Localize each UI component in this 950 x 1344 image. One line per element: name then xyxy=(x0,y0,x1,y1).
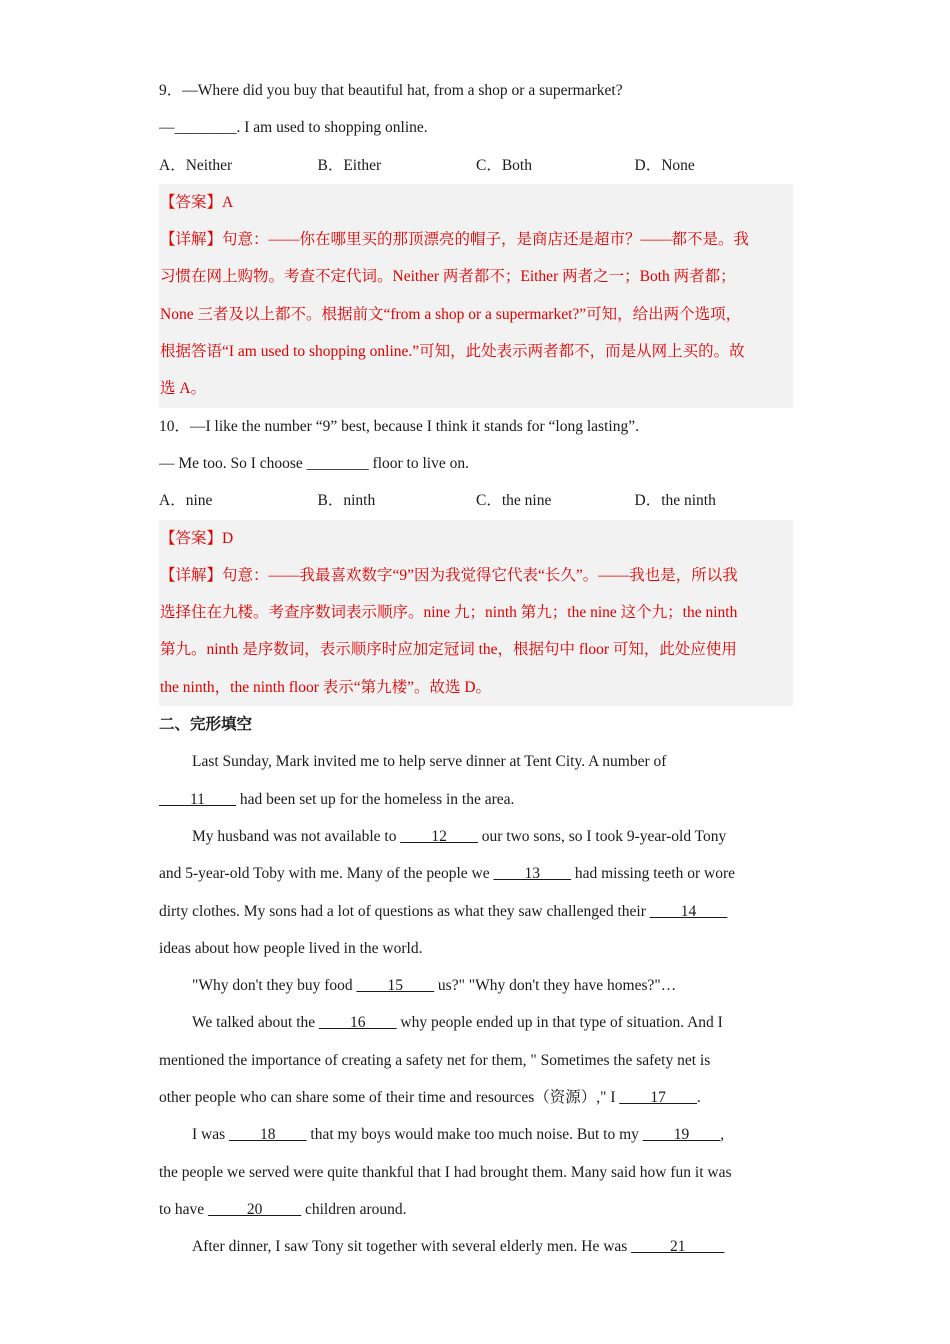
blank-19: ____19____ xyxy=(642,1126,721,1144)
q10-reply: — Me too. So I choose ________ floor to live on. xyxy=(159,454,469,472)
q10-option-c: C．the nine xyxy=(476,492,552,510)
blank-21: _____21_____ xyxy=(631,1238,725,1256)
blank-11: ____11____ xyxy=(159,790,236,808)
q10-explain-line: 选择住在九楼。考查序数词表示顺序。nine 九；ninth 第九；the nine 这个九；the ninth xyxy=(160,604,738,622)
q9-stem: 9．—Where did you buy that beautiful hat, from a shop or a supermarket? xyxy=(159,82,623,99)
passage-line: My husband was not available to ____12____ our two sons, so I took 9-year-old Tony xyxy=(192,827,727,845)
q9-explain-line: 【详解】句意：——你在哪里买的那顶漂亮的帽子，是商店还是超市？——都不是。我 xyxy=(160,231,750,249)
q9-reply: —________. I am used to shopping online. xyxy=(159,119,428,137)
q10-stem: 10．—I like the number “9” best, because I think it stands for “long lasting”. xyxy=(159,417,639,435)
passage-line: After dinner, I saw Tony sit together with several elderly men. He was _____21_____ xyxy=(192,1238,725,1256)
passage-line: dirty clothes. My sons had a lot of questions as what they saw challenged their ____14____ xyxy=(159,902,728,920)
q10-explain-line: the ninth，the ninth floor 表示“第九楼”。故选 D。 xyxy=(160,678,492,696)
q9-explain-line: 根据答语“I am used to shopping online.”可知，此处表示两者都不，而是从网上买的。故 xyxy=(160,343,745,361)
q10-options xyxy=(159,482,793,519)
blank-18: ____18____ xyxy=(229,1126,307,1144)
q9-explain-line: 习惯在网上购物。考查不定代词。Neither 两者都不；Either 两者之一；Both 两者都； xyxy=(160,268,736,286)
q10-answer: 【答案】D xyxy=(160,529,234,547)
blank-16: ____16____ xyxy=(319,1014,397,1032)
q9-option-d: D．None xyxy=(634,156,695,174)
passage-line: We talked about the ____16____ why people ended up in that type of situation. And I xyxy=(192,1014,723,1032)
passage-line: Last Sunday, Mark invited me to help serve dinner at Tent City. A number of xyxy=(192,753,667,771)
q9-options xyxy=(159,147,793,184)
passage-line: other people who can share some of their time and resources（资源）," I ____17____. xyxy=(159,1089,701,1107)
passage-line: "Why don't they buy food ____15____ us?" "Why don't they have homes?"… xyxy=(192,977,677,995)
q10-option-b: B．ninth xyxy=(317,492,376,510)
section-title: 二、完形填空 xyxy=(159,716,253,734)
blank-14: ____14____ xyxy=(649,902,728,920)
q10-option-a: A．nine xyxy=(159,492,213,510)
blank-12: ____12____ xyxy=(400,827,478,845)
blank-13: ____13____ xyxy=(493,865,571,883)
q10-explain-line: 【详解】句意：——我最喜欢数字“9”因为我觉得它代表“长久”。——我也是，所以我 xyxy=(160,566,738,584)
passage-line: ideas about how people lived in the world. xyxy=(159,939,423,957)
q9-option-b: B．Either xyxy=(317,156,382,174)
q10-explain-line: 第九。ninth 是序数词，表示顺序时应加定冠词 the，根据句中 floor 可知，此处应使用 xyxy=(160,641,737,659)
q9-explain-line: 选 A。 xyxy=(160,380,207,398)
blank-20: _____20_____ xyxy=(208,1200,302,1218)
passage-line: the people we served were quite thankful that I had brought them. Many said how fun it was xyxy=(159,1163,732,1181)
blank-17: ____17____ xyxy=(619,1089,697,1107)
passage-line: ____11____ had been set up for the homeless in the area. xyxy=(159,790,515,808)
passage-line: and 5-year-old Toby with me. Many of the people we ____13____ had missing teeth or wore xyxy=(159,865,736,883)
q9-answer: 【答案】A xyxy=(160,193,234,211)
q10-option-d: D．the ninth xyxy=(634,492,716,510)
q9-explain-line: None 三者及以上都不。根据前文“from a shop or a supermarket?”可知，给出两个选项， xyxy=(160,305,742,323)
q9-option-c: C．Both xyxy=(476,156,532,174)
passage-line: I was ____18____ that my boys would make too much noise. But to my ____19____, xyxy=(192,1126,725,1144)
document-page xyxy=(159,72,793,1266)
q9-answer-box xyxy=(159,184,793,408)
q10-answer-box xyxy=(159,520,793,706)
blank-15: ____15____ xyxy=(356,977,435,995)
passage-line: mentioned the importance of creating a safety net for them, " Sometimes the safety net is xyxy=(159,1051,711,1069)
q9-option-a: A．Neither xyxy=(159,156,233,174)
passage-line: to have _____20_____ children around. xyxy=(159,1200,407,1218)
